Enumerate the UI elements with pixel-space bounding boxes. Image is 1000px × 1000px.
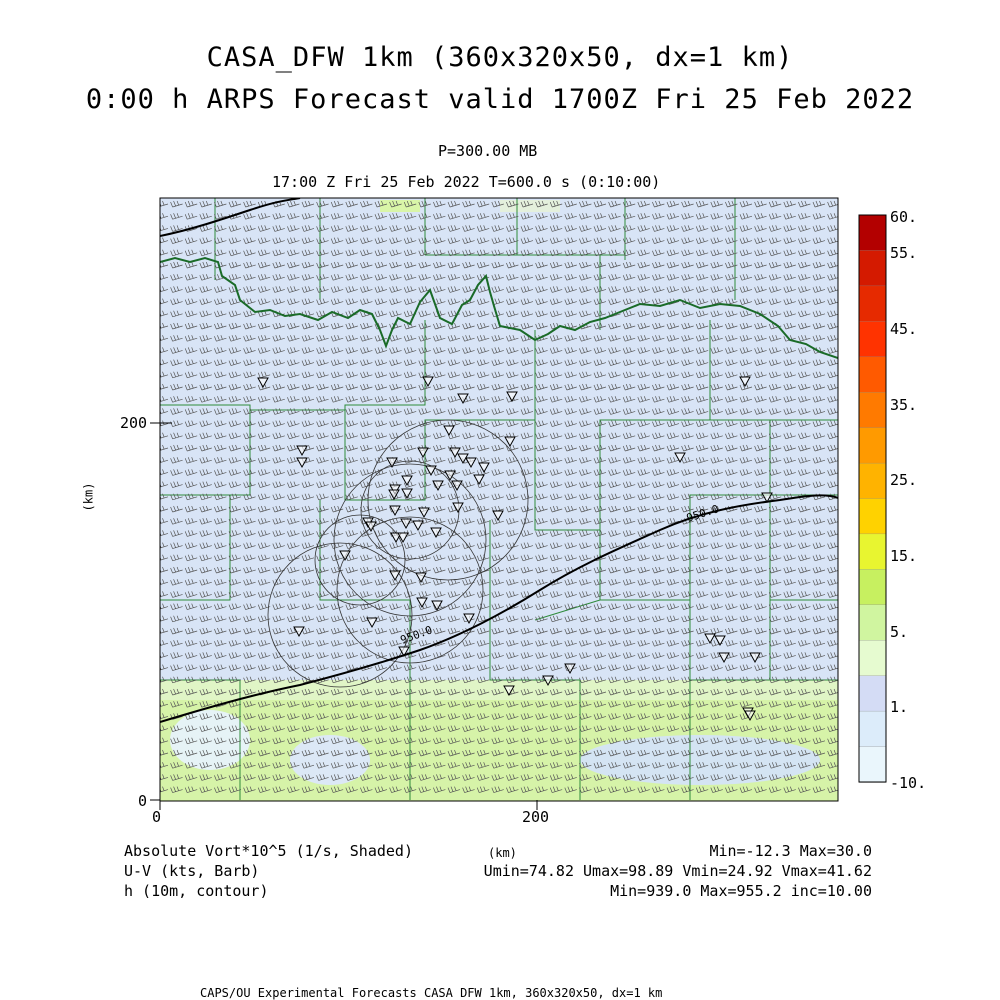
colorbar-swatch — [859, 215, 886, 251]
time-label: 17:00 Z Fri 25 Feb 2022 T=600.0 s (0:10:00) — [272, 173, 661, 191]
title-line-1: CASA_DFW 1km (360x320x50, dx=1 km) — [206, 42, 794, 73]
colorbar-label-60: 60. — [890, 208, 918, 226]
colorbar-swatch — [859, 392, 886, 428]
colorbar-label-35: 35. — [890, 396, 918, 414]
colorbar-label-55: 55. — [890, 244, 918, 262]
contour-label-lower: 950.0 — [398, 623, 435, 647]
field1-stats: Min=-12.3 Max=30.0 — [709, 842, 872, 860]
colorbar-swatch — [859, 569, 886, 605]
colorbar-label-45: 45. — [890, 320, 918, 338]
colorbar-swatch — [859, 499, 886, 535]
colorbar-label-15: 15. — [890, 547, 918, 565]
field3-stats: Min=939.0 Max=955.2 inc=10.00 — [610, 882, 872, 900]
colorbar-label-1: 1. — [890, 698, 909, 716]
colorbar-label-minus10: -10. — [890, 774, 927, 792]
colorbar-swatch — [859, 428, 886, 464]
y-axis-label: (km) — [81, 482, 96, 512]
colorbar-swatch — [859, 605, 886, 641]
colorbar-label-25: 25. — [890, 471, 918, 489]
field3-label: h (10m, contour) — [124, 882, 269, 900]
contour-label-upper: 950.0 — [684, 502, 721, 525]
colorbar — [859, 215, 886, 783]
x-tick-200: 200 — [522, 808, 550, 826]
colorbar-swatch — [859, 747, 886, 783]
colorbar-swatch — [859, 534, 886, 570]
pressure-label: P=300.00 MB — [438, 142, 538, 160]
y-tick-0: 0 — [138, 792, 148, 810]
colorbar-swatch — [859, 463, 886, 499]
field2-stats: Umin=74.82 Umax=98.89 Vmin=24.92 Vmax=41.62 — [483, 862, 872, 880]
colorbar-swatch — [859, 711, 886, 747]
field2-label: U-V (kts, Barb) — [124, 862, 260, 880]
footer-credit: CAPS/OU Experimental Forecasts CASA DFW 1km, 360x320x50, dx=1 km — [200, 986, 663, 1000]
colorbar-label-5: 5. — [890, 623, 909, 641]
x-axis-label: (km) — [488, 846, 517, 860]
title-line-2: 0:00 h ARPS Forecast valid 1700Z Fri 25 Feb 2022 — [85, 84, 915, 115]
colorbar-swatch — [859, 321, 886, 357]
x-tick-0: 0 — [152, 808, 162, 826]
colorbar-swatch — [859, 640, 886, 676]
colorbar-swatch — [859, 250, 886, 286]
colorbar-swatch — [859, 286, 886, 322]
colorbar-swatch — [859, 676, 886, 712]
colorbar-swatch — [859, 357, 886, 393]
vorticity-shading — [156, 198, 840, 801]
y-tick-200: 200 — [120, 414, 148, 432]
field1-label: Absolute Vort*10^5 (1/s, Shaded) — [124, 842, 413, 860]
